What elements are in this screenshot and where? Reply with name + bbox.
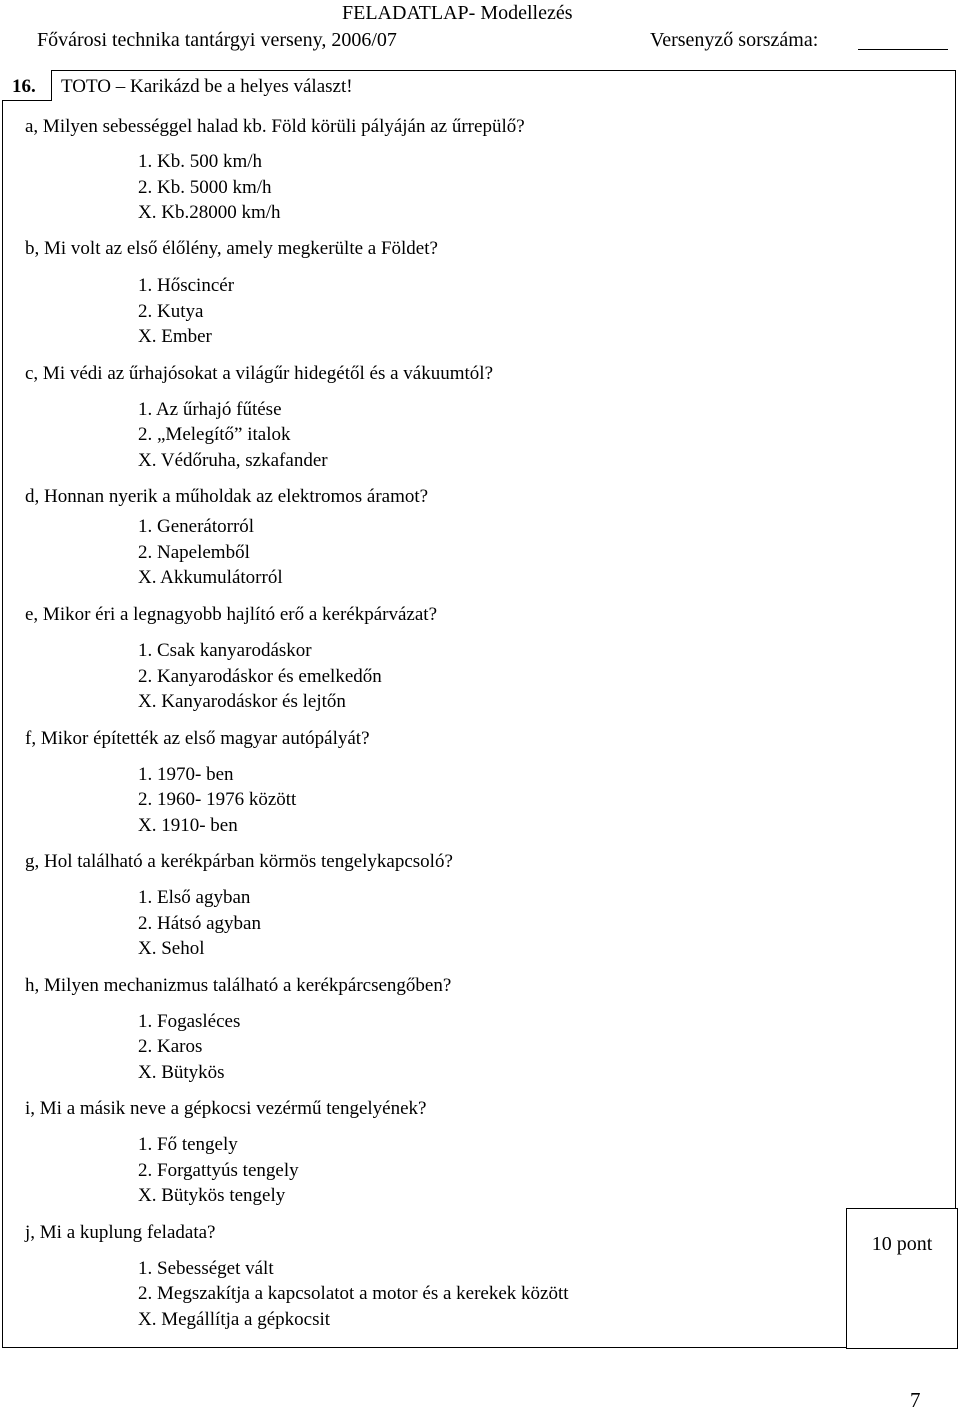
option-j-2[interactable]: 2. Megszakítja a kapcsolatot a motor és a kerekek között bbox=[138, 1283, 569, 1304]
option-f-1[interactable]: 1. 1970- ben bbox=[138, 764, 234, 785]
task-title: TOTO – Karikázd be a helyes választ! bbox=[61, 76, 353, 97]
option-c-2[interactable]: 2. „Melegítő” italok bbox=[138, 424, 291, 445]
option-d-1[interactable]: 1. Generátorról bbox=[138, 516, 255, 537]
question-f: f, Mikor építették az első magyar autópályát? bbox=[25, 728, 370, 749]
option-b-2[interactable]: 2. Kutya bbox=[138, 301, 204, 322]
option-g-1[interactable]: 1. Első agyban bbox=[138, 887, 251, 908]
question-g: g, Hol található a kerékpárban körmös tengelykapcsoló? bbox=[25, 851, 453, 872]
option-f-x[interactable]: X. 1910- ben bbox=[138, 815, 238, 836]
option-j-1[interactable]: 1. Sebességet vált bbox=[138, 1258, 274, 1279]
points-box bbox=[846, 1208, 958, 1349]
option-b-1[interactable]: 1. Hőscincér bbox=[138, 275, 235, 296]
question-i: i, Mi a másik neve a gépkocsi vezérmű tengelyének? bbox=[25, 1098, 427, 1119]
sheet-title: FELADATLAP- Modellezés bbox=[342, 2, 573, 24]
option-b-x[interactable]: X. Ember bbox=[138, 326, 212, 347]
option-g-2[interactable]: 2. Hátsó agyban bbox=[138, 913, 261, 934]
page-number: 7 bbox=[910, 1388, 921, 1412]
option-i-2[interactable]: 2. Forgattyús tengely bbox=[138, 1160, 299, 1181]
question-h: h, Milyen mechanizmus található a kerékpárcsengőben? bbox=[25, 975, 452, 996]
task-number: 16. bbox=[12, 76, 36, 97]
option-a-1[interactable]: 1. Kb. 500 km/h bbox=[138, 151, 263, 172]
option-d-2[interactable]: 2. Napelemből bbox=[138, 542, 250, 563]
option-i-1[interactable]: 1. Fő tengely bbox=[138, 1134, 238, 1155]
question-j: j, Mi a kuplung feladata? bbox=[25, 1222, 216, 1243]
question-a: a, Milyen sebességgel halad kb. Föld körüli pályáján az űrrepülő? bbox=[25, 116, 525, 137]
option-a-2[interactable]: 2. Kb. 5000 km/h bbox=[138, 177, 272, 198]
option-g-x[interactable]: X. Sehol bbox=[138, 938, 205, 959]
option-c-x[interactable]: X. Védőruha, szkafander bbox=[138, 450, 328, 471]
option-i-x[interactable]: X. Bütykös tengely bbox=[138, 1185, 286, 1206]
contestant-number-label: Versenyző sorszáma: bbox=[650, 29, 819, 51]
option-d-x[interactable]: X. Akkumulátorról bbox=[138, 567, 283, 588]
competition-name: Fővárosi technika tantárgyi verseny, 2006/07 bbox=[37, 29, 397, 51]
option-j-x[interactable]: X. Megállítja a gépkocsit bbox=[138, 1309, 331, 1330]
points-label: 10 pont bbox=[871, 1233, 933, 1255]
question-d: d, Honnan nyerik a műholdak az elektromos áramot? bbox=[25, 486, 429, 507]
option-e-x[interactable]: X. Kanyarodáskor és lejtőn bbox=[138, 691, 346, 712]
question-e: e, Mikor éri a legnagyobb hajlító erő a kerékpárvázat? bbox=[25, 604, 438, 625]
option-h-2[interactable]: 2. Karos bbox=[138, 1036, 203, 1057]
option-a-x[interactable]: X. Kb.28000 km/h bbox=[138, 202, 281, 223]
option-e-1[interactable]: 1. Csak kanyarodáskor bbox=[138, 640, 312, 661]
contestant-number-field[interactable] bbox=[858, 49, 948, 50]
option-c-1[interactable]: 1. Az űrhajó fűtése bbox=[138, 399, 282, 420]
option-h-1[interactable]: 1. Fogasléces bbox=[138, 1011, 241, 1032]
option-f-2[interactable]: 2. 1960- 1976 között bbox=[138, 789, 297, 810]
option-e-2[interactable]: 2. Kanyarodáskor és emelkedőn bbox=[138, 666, 382, 687]
question-b: b, Mi volt az első élőlény, amely megkerülte a Földet? bbox=[25, 238, 438, 259]
option-h-x[interactable]: X. Bütykös bbox=[138, 1062, 225, 1083]
question-c: c, Mi védi az űrhajósokat a világűr hidegétől és a vákuumtól? bbox=[25, 363, 493, 384]
